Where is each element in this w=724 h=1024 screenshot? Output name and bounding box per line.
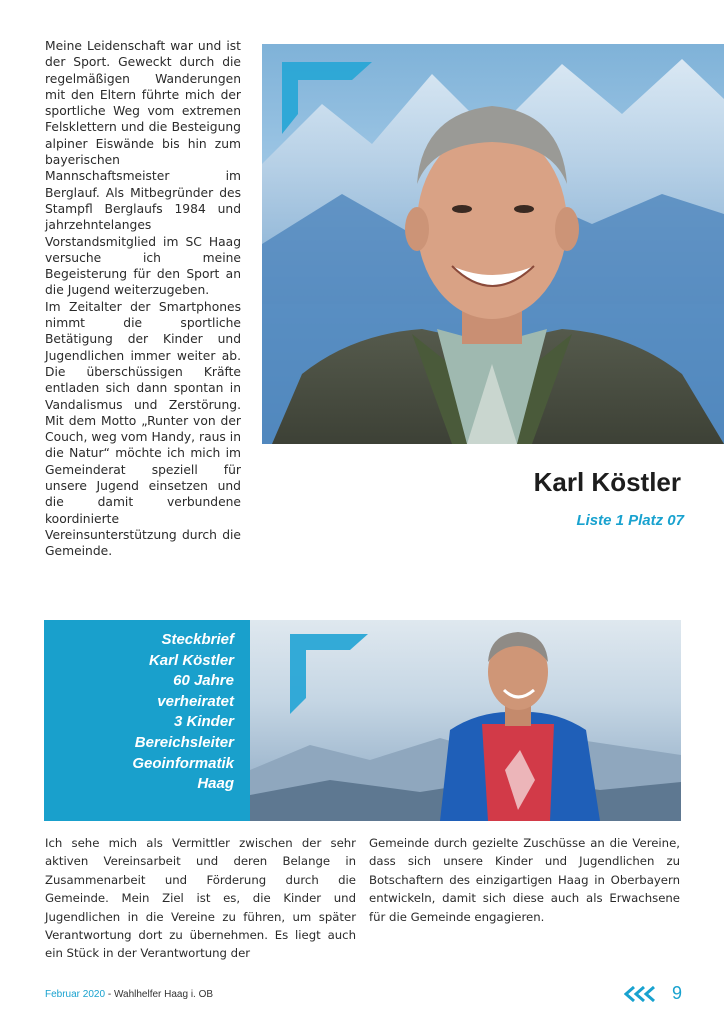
body-text-left: Ich sehe mich als Vermittler zwischen der sehr aktiven Vereinsarbeit und deren Belange in Zusammenarbeit und Förderung durch die Gemeinde. Mein Ziel ist es, die Kinder und Jugendlichen in die Vereine zu führen, um später Verantwortung dort zu übernehmen. Es liegt auch ein Stück in der Verantwortung der [45,836,356,961]
list-position: Liste 1 Platz 07 [576,512,684,529]
outdoor-photo [250,620,681,821]
footer-separator: - [105,989,114,1000]
steckbrief-line: verheiratet [157,692,234,710]
body-column-left [45,834,356,963]
steckbrief-line: Haag [197,775,234,793]
page-number: 9 [671,983,682,1003]
footer-month: Februar 2020 [45,989,106,1000]
steckbrief-text [132,630,234,795]
steckbrief-box [44,620,250,821]
steckbrief-line: 60 Jahre [173,672,234,690]
intro-paragraph-2: Im Zeitalter der Smartphones nimmt die sportliche Betätigung der Kinder und Jugendlichen immer weiter ab. Die überschüssigen Kräfte entladen sich dann spontan in Vandalismus und Zerstörung. Mit dem Motto „Runter von der Couch, weg vom Handy, raus in die Natur“ möchte ich mich im Gemeinderat speziell für unsere Jugend einsetzen und die damit verbundene koordinierte Vereinsunterstützung durch die Gemeinde. [45,299,241,559]
steckbrief-line: Steckbrief [161,631,234,648]
body-column-right [369,834,680,926]
body-text-right: Gemeinde durch gezielte Zuschüsse an die Vereine, dass sich unsere Kinder und Jugendlichen zu Botschaftern des einzigartigen Haag in Oberbayern entwickeln, damit sich diese auch als Erwachsene für die Gemeinde engagieren. [369,836,680,924]
portrait-illustration [262,44,724,444]
steckbrief-line: Karl Köstler [148,651,234,669]
footer-publication: Wahlhelfer Haag i. OB [113,989,214,1000]
intro-paragraph-1: Meine Leidenschaft war und ist der Sport. Geweckt durch die regelmäßigen Wanderungen mit den Eltern führte mich der sportliche Weg vom extremen Felsklettern und die Besteigung alpiner Eiswände bis hin zum bayerischen Mannschaftsmeister im Berglauf. Als Mitbegründer des Stampfl Berglaufs 1984 und jahrzehntelanges Vorstandsmitglied im SC Haag versuche ich meine Begeisterung für den Sport an die Jugend weiterzugeben. [45,39,241,298]
outdoor-photo-illustration [250,620,681,821]
steckbrief-line: Geoinformatik [132,754,234,772]
candidate-name: Karl Köstler [533,467,681,497]
candidate-portrait [262,44,724,444]
steckbrief-line: Bereichsleiter [134,733,234,751]
chevron-left-icon [624,986,660,1002]
steckbrief-line: 3 Kinder [173,713,234,731]
steckbrief-panel [44,620,681,821]
footer [45,989,213,1000]
intro-text [45,38,241,560]
